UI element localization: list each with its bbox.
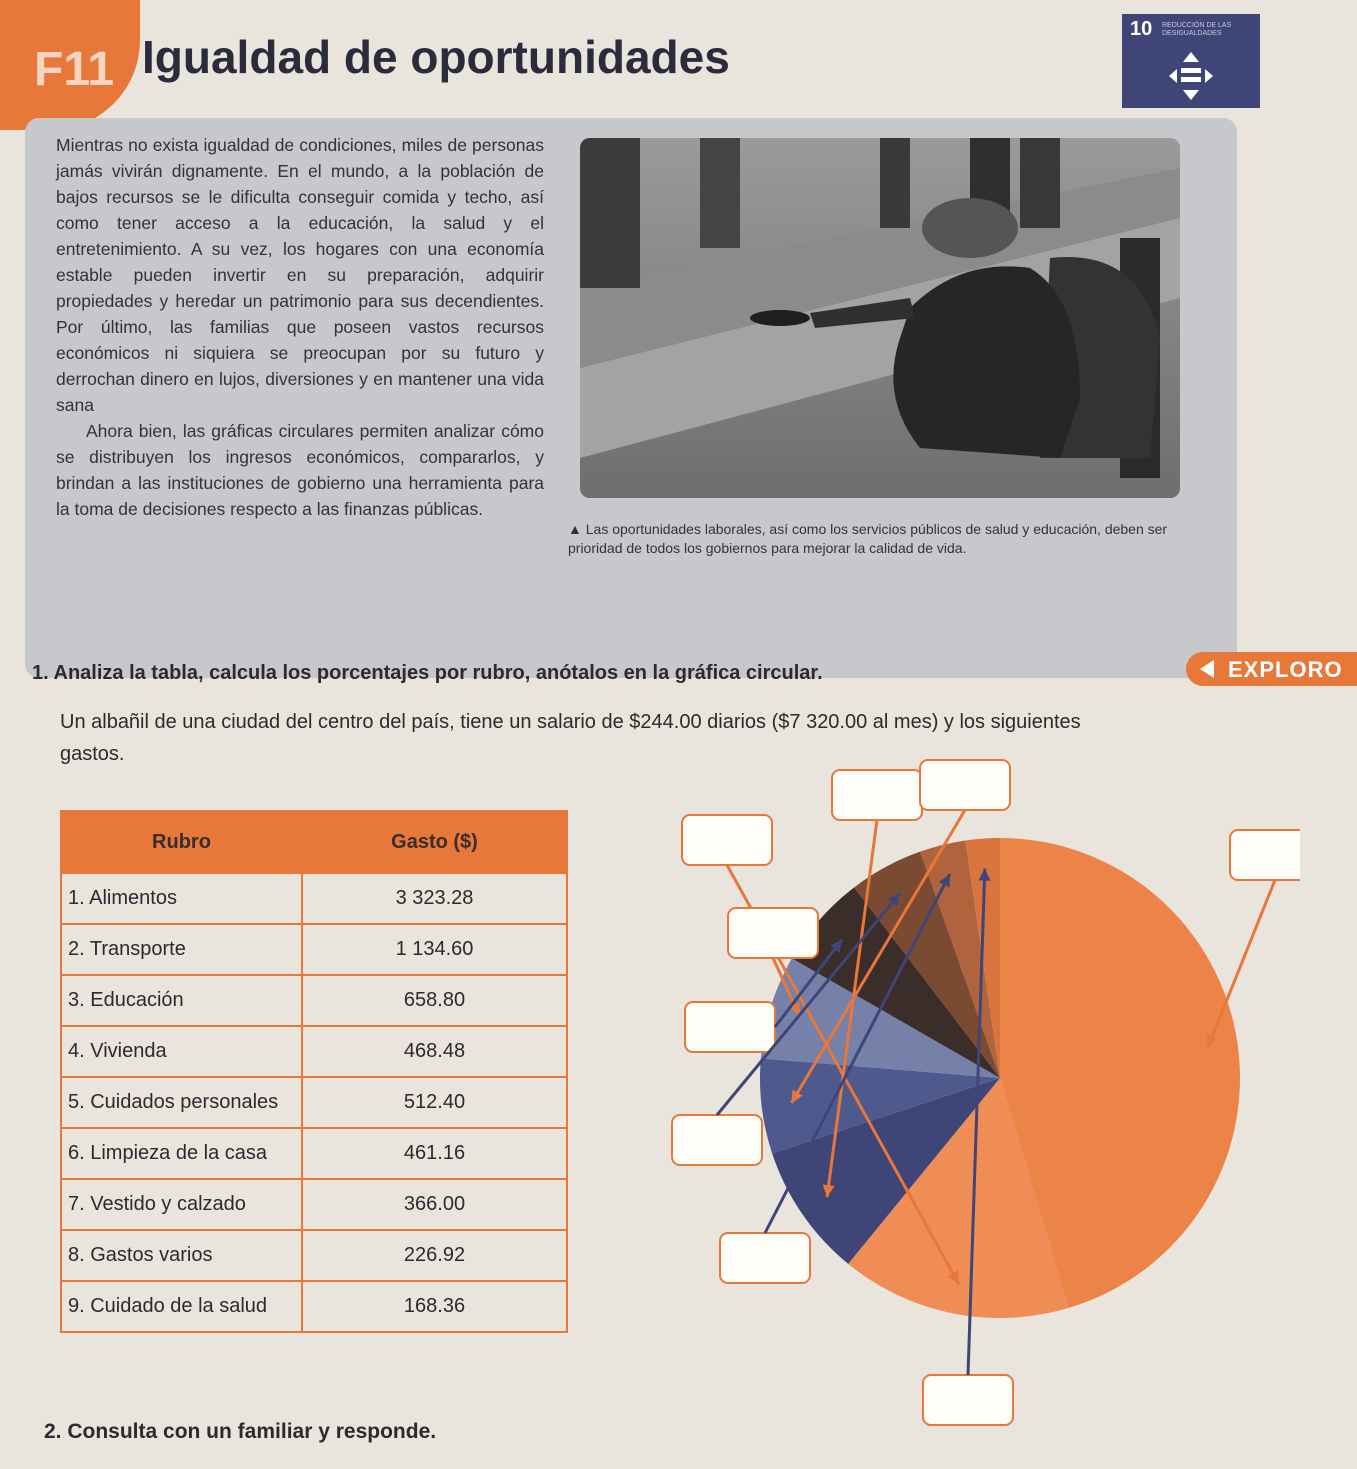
table-row — [61, 1026, 567, 1077]
rubro-cell: 4. Vivienda — [61, 1026, 302, 1077]
gasto-cell: 168.36 — [302, 1281, 567, 1332]
table-row — [61, 1077, 567, 1128]
percentage-answer-box[interactable] — [720, 1233, 810, 1283]
rubro-cell: 3. Educación — [61, 975, 302, 1026]
percentage-answer-box[interactable] — [685, 1002, 775, 1052]
arrow-icon — [1208, 880, 1275, 1048]
column-header-rubro: Rubro — [61, 811, 302, 873]
percentage-answer-box[interactable] — [923, 1375, 1013, 1425]
street-photo — [580, 138, 1180, 498]
intro-text — [56, 132, 544, 522]
rubro-cell: 2. Transporte — [61, 924, 302, 975]
gasto-cell: 658.80 — [302, 975, 567, 1026]
percentage-answer-box[interactable] — [920, 760, 1010, 810]
table-row — [61, 1281, 567, 1332]
table-row — [61, 924, 567, 975]
explore-label: EXPLORO — [1228, 657, 1343, 682]
percentage-answer-box[interactable] — [832, 770, 922, 820]
column-header-gasto: Gasto ($) — [302, 811, 567, 873]
rubro-cell: 7. Vestido y calzado — [61, 1179, 302, 1230]
gasto-cell: 1 134.60 — [302, 924, 567, 975]
gasto-cell: 226.92 — [302, 1230, 567, 1281]
gasto-cell: 366.00 — [302, 1179, 567, 1230]
table-row — [61, 873, 567, 924]
triangle-left-icon — [1200, 660, 1214, 678]
gasto-cell: 468.48 — [302, 1026, 567, 1077]
gasto-cell: 461.16 — [302, 1128, 567, 1179]
section-code: F11 — [34, 43, 115, 96]
ods-label: REDUCCIÓN DE LAS DESIGUALDADES — [1162, 22, 1232, 37]
table-row — [61, 1230, 567, 1281]
rubro-cell: 8. Gastos varios — [61, 1230, 302, 1281]
pie-slices — [760, 838, 1240, 1318]
rubro-cell: 5. Cuidados personales — [61, 1077, 302, 1128]
percentage-answer-box[interactable] — [682, 815, 772, 865]
intro-paragraph-1: Mientras no exista igualdad de condiciones, miles de personas jamás vivirán dignamente. En el mundo, a la población de bajos recursos se le dificulta conseguir comida y techo, así como tener acceso a la educación, la salud y el entretenimiento. A su vez, los hogares con una economía estable pueden invertir en su preparación, adquirir propiedades y heredar un patrimonio para sus decendientes. Por último, las familias que poseen vastos recursos económicos ni siquiera se preocupan por su futuro y derrochan dinero en lujos, diversiones y en mantener una vida sana — [56, 135, 544, 415]
page-title: Igualdad de oportunidades — [142, 31, 730, 83]
rubro-cell: 1. Alimentos — [61, 873, 302, 924]
rubro-cell: 9. Cuidado de la salud — [61, 1281, 302, 1332]
equality-icon — [1166, 50, 1216, 104]
ods-number: 10 — [1130, 18, 1153, 40]
gasto-cell: 512.40 — [302, 1077, 567, 1128]
ods-badge — [1122, 14, 1260, 108]
photo-caption: ▲ Las oportunidades laborales, así como los servicios públicos de salud y educación, deben ser prioridad de todos los gobiernos para mejorar la calidad de vida. — [568, 521, 1168, 556]
explore-tag — [1186, 652, 1357, 686]
table-row — [61, 975, 567, 1026]
photo-illustration — [580, 138, 1180, 498]
table-header-row — [61, 811, 567, 873]
pie-chart — [600, 750, 1300, 1460]
table-row — [61, 1128, 567, 1179]
question-1-prompt: 1. Analiza la tabla, calcula los porcentajes por rubro, anótalos en la gráfica circular. — [32, 662, 823, 684]
rubro-cell: 6. Limpieza de la casa — [61, 1128, 302, 1179]
gasto-cell: 3 323.28 — [302, 873, 567, 924]
percentage-answer-box[interactable] — [728, 908, 818, 958]
intro-paragraph-2: Ahora bien, las gráficas circulares permiten analizar cómo se distribuyen los ingresos económicos, compararlos, y brindan a las instituciones de gobierno una herramienta para la toma de decisiones respecto a las finanzas públicas. — [56, 421, 544, 519]
table-row — [61, 1179, 567, 1230]
question-1-body: Un albañil de una ciudad del centro del país, tiene un salario de $244.00 diarios ($7 320.00 al mes) y los siguientes gastos. — [60, 711, 1081, 765]
percentage-answer-box[interactable] — [672, 1115, 762, 1165]
percentage-answer-box[interactable] — [1230, 830, 1300, 880]
question-2-prompt: 2. Consulta con un familiar y responde. — [44, 1420, 437, 1443]
expenses-table — [60, 810, 568, 1333]
